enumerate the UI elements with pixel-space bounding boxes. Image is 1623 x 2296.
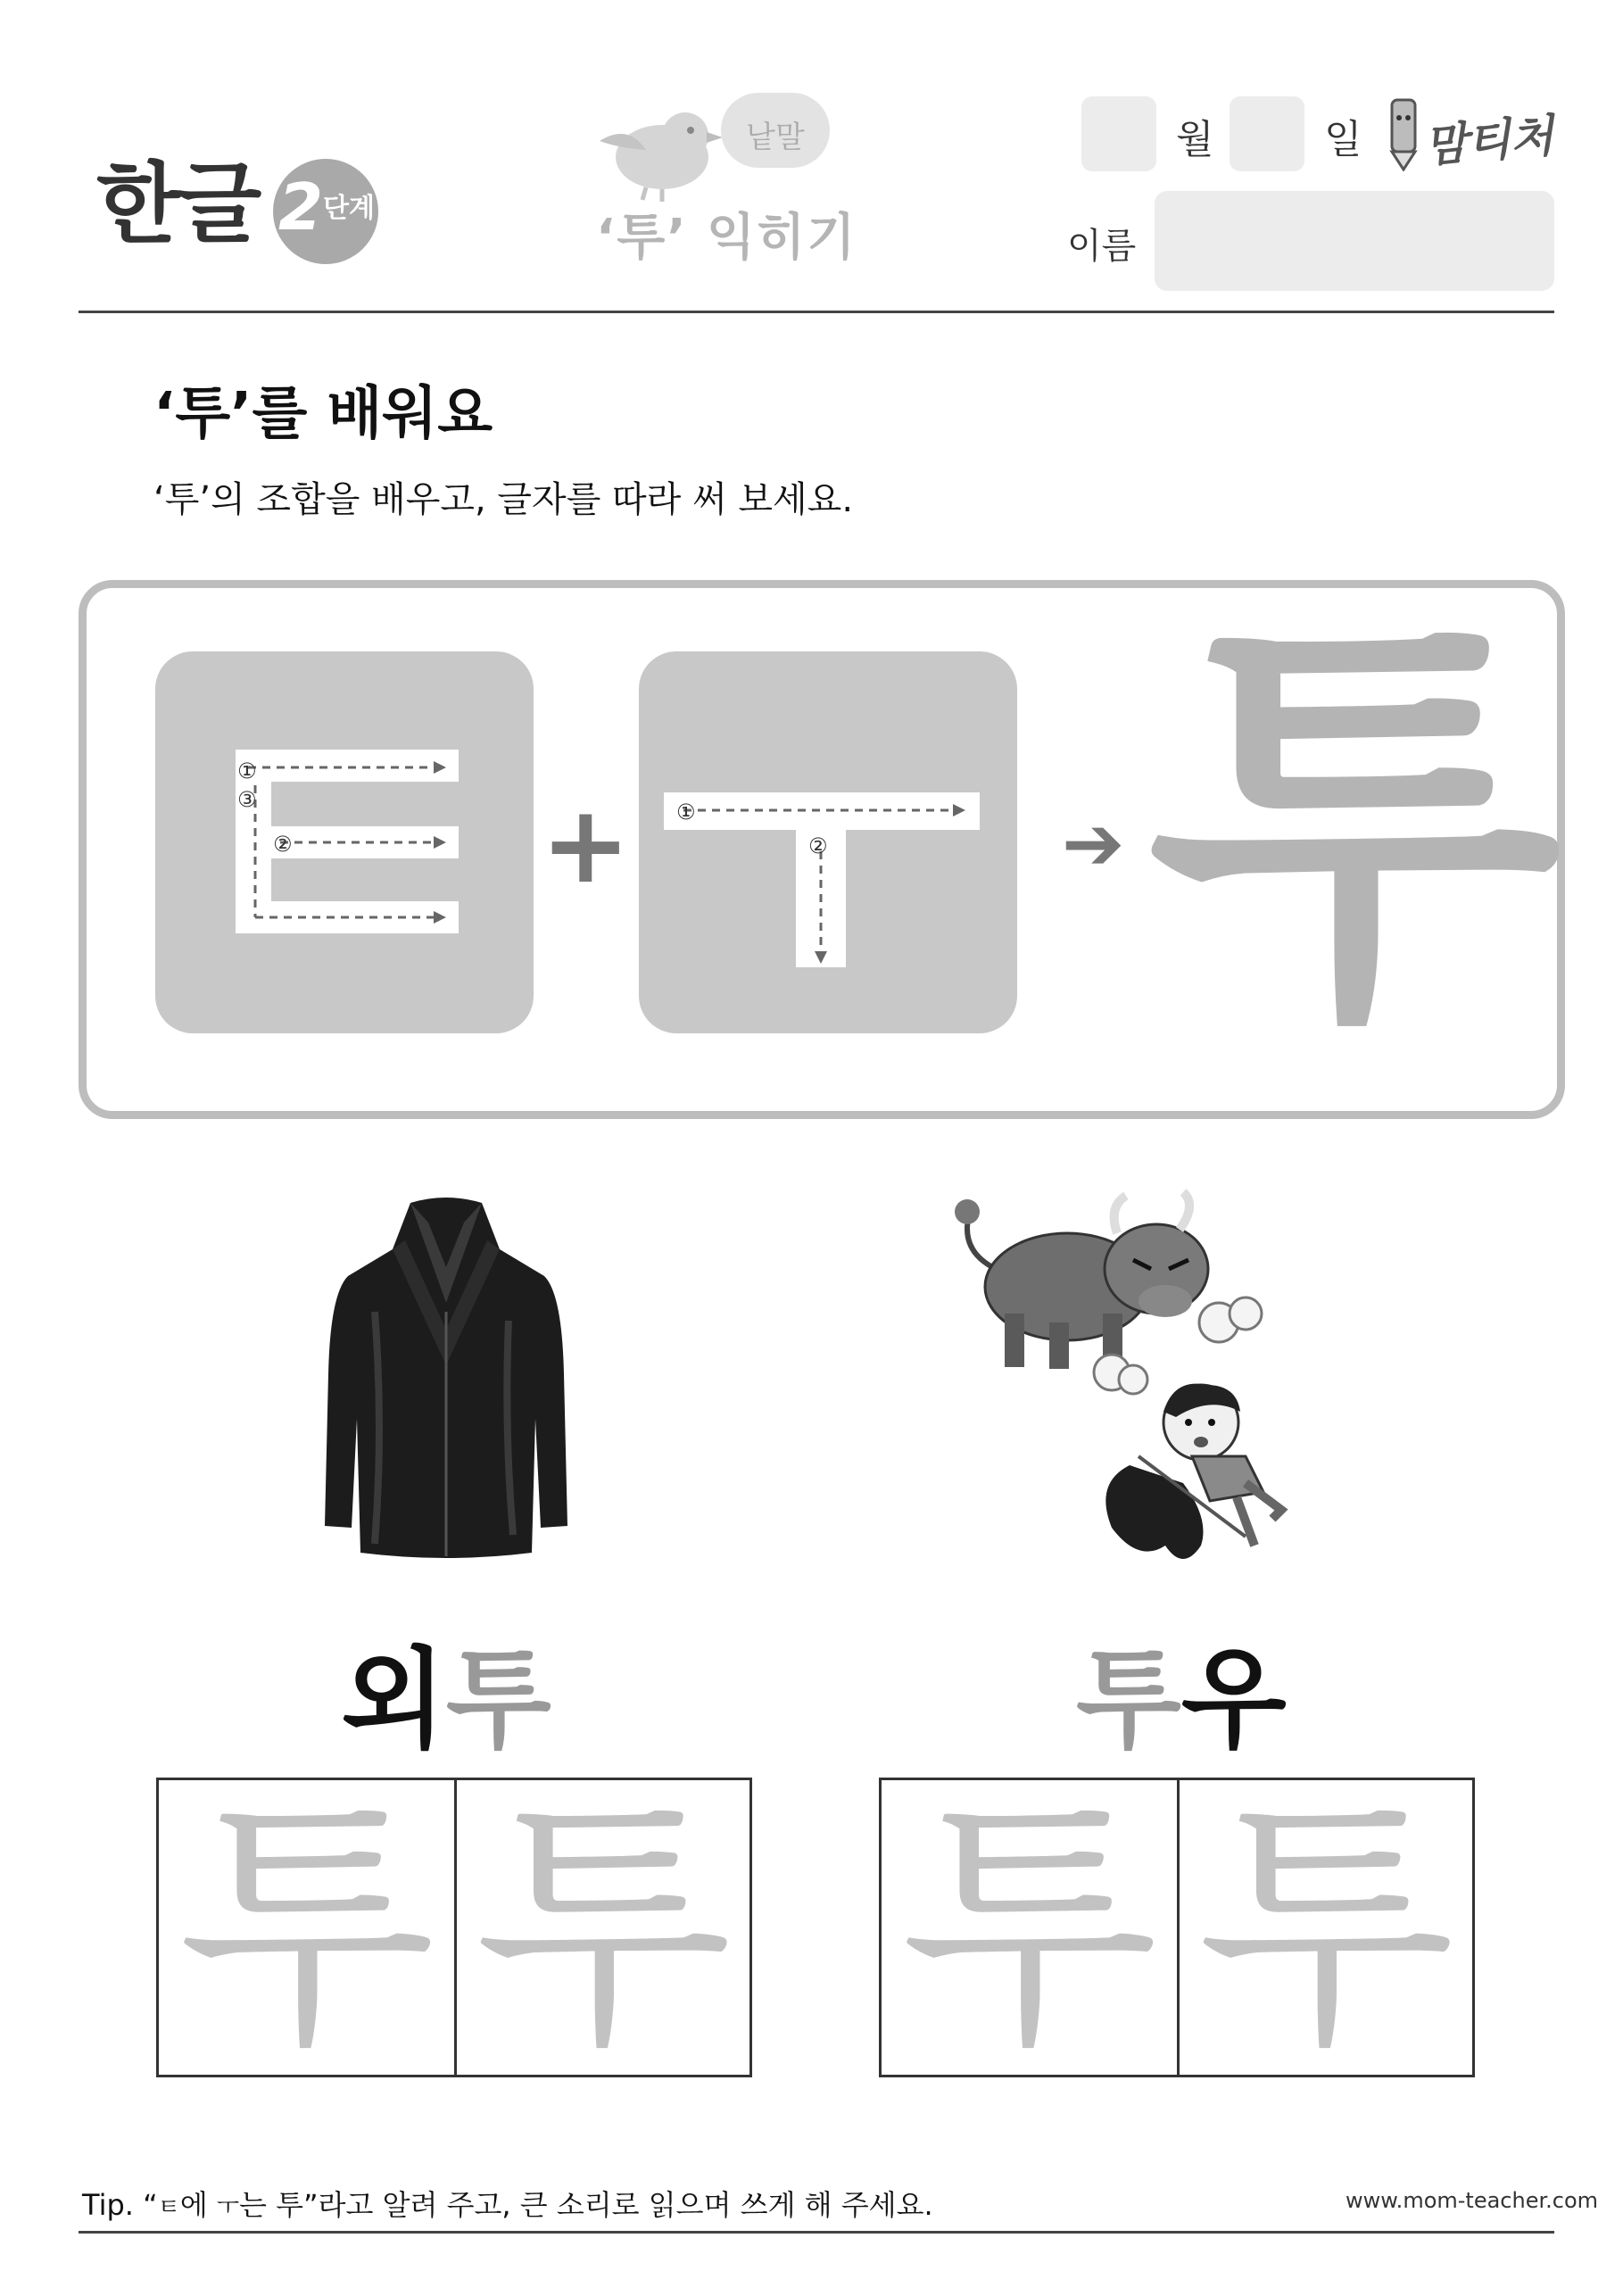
month-label: 월: [1176, 117, 1214, 162]
tracing-cell[interactable]: 투: [1177, 1780, 1472, 2075]
footer-divider: [79, 2231, 1554, 2234]
day-label: 일: [1324, 117, 1362, 162]
name-label: 이름: [1067, 226, 1137, 267]
mode-label: 낱말: [746, 120, 805, 155]
lesson-title: ‘투’ 익히기: [596, 209, 857, 267]
result-syllable: 투: [1147, 576, 1561, 1075]
tracing-grid: [879, 1771, 1475, 2083]
website-url: www.mom-teacher.com: [1346, 2188, 1599, 2213]
vowel-tile: [639, 651, 1017, 1033]
word-label: [1076, 1637, 1287, 1763]
header-divider: [79, 311, 1554, 313]
consonant-stroke-guide: [155, 651, 534, 1033]
stroke-number: ①: [237, 758, 257, 783]
word-known-syllable: 외: [341, 1637, 446, 1763]
word-known-syllable: 우: [1180, 1637, 1287, 1763]
word-target-syllable: 투: [1076, 1637, 1181, 1763]
worksheet-title: 한글: [96, 153, 259, 255]
arrow-right-icon: ➔: [1062, 800, 1125, 887]
brand-logo: 맘티처: [1422, 109, 1556, 173]
vowel-stroke-guide: [639, 651, 1017, 1033]
stroke-number: ①: [676, 800, 696, 825]
word-target-syllable: 투: [445, 1637, 551, 1763]
tracing-grid: [156, 1771, 752, 2083]
day-input[interactable]: [1230, 96, 1304, 171]
stroke-number: ②: [273, 832, 293, 857]
bird-icon: [592, 105, 726, 203]
stroke-number: ②: [808, 833, 828, 858]
tracing-cell[interactable]: 투: [454, 1780, 749, 2075]
coat-icon: [321, 1196, 571, 1558]
tracing-cell[interactable]: 투: [899, 1771, 1159, 2083]
tip-text: Tip. “ㅌ에 ㅜ는 투”라고 알려 주고, 큰 소리로 읽으며 쓰게 해 주세요.: [82, 2188, 933, 2222]
plus-sign: +: [541, 783, 631, 908]
pencil-mascot-icon: [1381, 95, 1426, 171]
section-heading: ‘투’를 배워요: [153, 381, 493, 447]
word-label: [341, 1637, 551, 1763]
name-input[interactable]: [1155, 191, 1554, 291]
level-number: 2: [278, 170, 324, 245]
level-unit: 단계: [323, 193, 375, 224]
bullfighter-icon: [942, 1189, 1344, 1590]
month-input[interactable]: [1081, 96, 1156, 171]
stroke-number: ③: [237, 787, 257, 812]
instruction-text: ‘투’의 조합을 배우고, 글자를 따라 써 보세요.: [153, 479, 854, 520]
consonant-tile: [155, 651, 534, 1033]
tracing-cell[interactable]: 투: [177, 1771, 436, 2083]
